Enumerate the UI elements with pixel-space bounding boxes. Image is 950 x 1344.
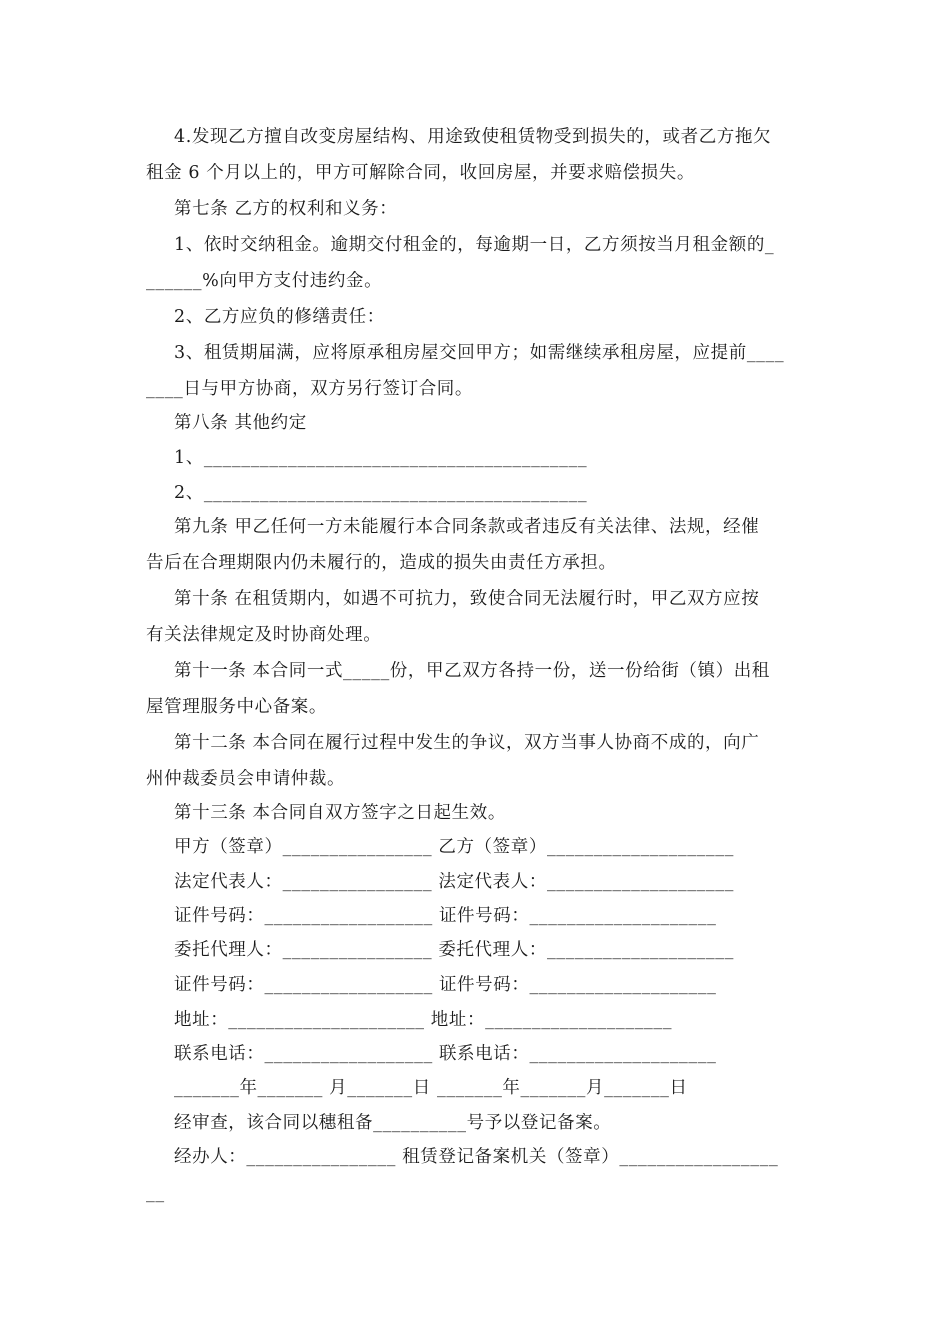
clause-7-item-3-line-1: 3、租赁期届满，应将原承租房屋交回甲方；如需继续承租房屋，应提前____ <box>174 343 785 363</box>
registration-handler-continuation: __ <box>146 1183 165 1203</box>
clause-7-item-2: 2、乙方应负的修缮责任： <box>174 307 385 327</box>
signature-agent: 委托代理人：________________ 委托代理人：____________________ <box>174 940 734 960</box>
clause-7-item-1-line-2: ______%向甲方支付违约金。 <box>146 271 383 291</box>
signature-address: 地址：_____________________ 地址：____________________ <box>174 1010 673 1030</box>
clause-9-line-2: 告后在合理期限内仍未履行的，造成的损失由责任方承担。 <box>146 553 617 573</box>
clause-11-line-1: 第十一条 本合同一式_____份，甲乙双方各持一份，送一份给街（镇）出租 <box>174 661 770 681</box>
clause-9-line-1: 第九条 甲乙任何一方未能履行本合同条款或者违反有关法律、法规，经催 <box>174 517 760 537</box>
clause-6-item-4-line-1: 4.发现乙方擅自改变房屋结构、用途致使租赁物受到损失的，或者乙方拖欠 <box>174 127 772 147</box>
registration-handler: 经办人：________________ 租赁登记备案机关（签章）_________________ <box>174 1147 779 1167</box>
clause-10-line-1: 第十条 在租赁期内，如遇不可抗力，致使合同无法履行时，甲乙双方应按 <box>174 589 760 609</box>
signature-party-seal: 甲方（签章）________________ 乙方（签章）____________________ <box>174 837 734 857</box>
clause-7-item-3-line-2: ____日与甲方协商，双方另行签订合同。 <box>146 379 473 399</box>
signature-date: _______年_______ 月_______日 _______年_______月_______日 <box>174 1078 688 1098</box>
clause-8-heading: 第八条 其他约定 <box>174 413 307 433</box>
clause-7-item-1-line-1: 1、依时交纳租金。逾期交付租金的，每逾期一日，乙方须按当月租金额的_ <box>174 235 775 255</box>
clause-10-line-2: 有关法律规定及时协商处理。 <box>146 625 382 645</box>
signature-phone: 联系电话：__________________ 联系电话：____________________ <box>174 1044 717 1064</box>
clause-13: 第十三条 本合同自双方签字之日起生效。 <box>174 803 506 823</box>
signature-legal-rep: 法定代表人：________________ 法定代表人：____________________ <box>174 872 734 892</box>
clause-6-item-4-line-2: 租金 6 个月以上的，甲方可解除合同，收回房屋，并要求赔偿损失。 <box>146 163 695 183</box>
clause-8-item-2: 2、_________________________________________ <box>174 483 588 503</box>
clause-8-item-1: 1、_________________________________________ <box>174 448 588 468</box>
signature-id-number-1: 证件号码：__________________ 证件号码：____________________ <box>174 906 717 926</box>
clause-7-heading: 第七条 乙方的权利和义务： <box>174 199 398 219</box>
signature-id-number-2: 证件号码：__________________ 证件号码：____________________ <box>174 975 717 995</box>
clause-12-line-2: 州仲裁委员会申请仲裁。 <box>146 769 346 789</box>
clause-12-line-1: 第十二条 本合同在履行过程中发生的争议，双方当事人协商不成的，向广 <box>174 733 760 753</box>
clause-11-line-2: 屋管理服务中心备案。 <box>146 697 327 717</box>
registration-note: 经审查，该合同以穗租备__________号予以登记备案。 <box>174 1113 612 1133</box>
